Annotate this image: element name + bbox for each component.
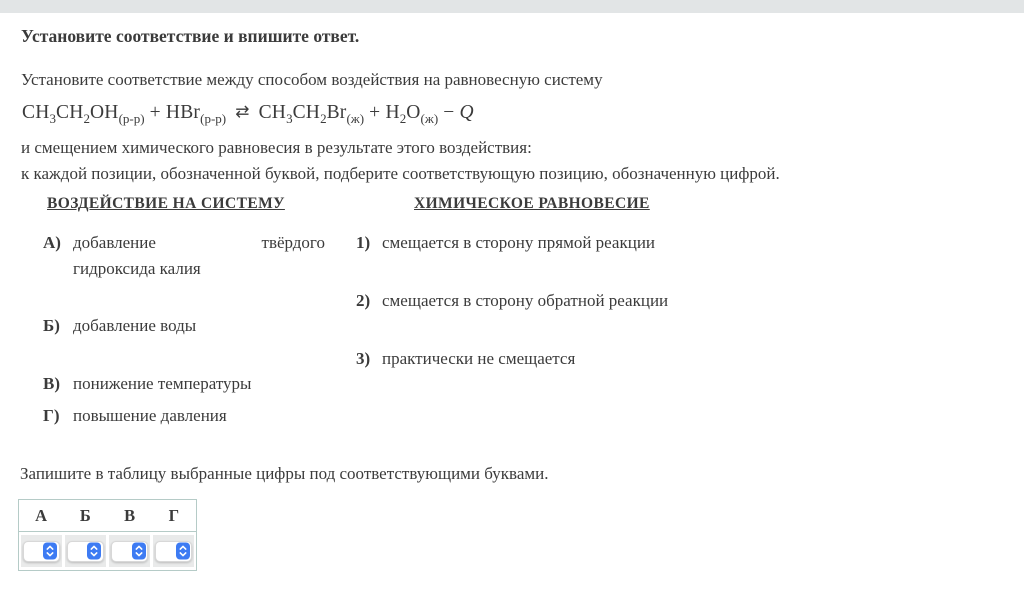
- equation: $CH_3CH_2OH_{(р-р)} + HBr_{(р-р)}$ ⇄ $CH_3CH_2Br_{(ж)} + H_2O_{(ж)} - Q$: [22, 102, 474, 126]
- select-stepper-icon: [43, 543, 57, 560]
- left-column-header: ВОЗДЕЙСТВИЕ НА СИСТЕМУ: [47, 195, 285, 212]
- option-3-text: практически не смещается: [382, 349, 576, 368]
- option-1-text: смещается в сторону прямой реакции: [382, 233, 656, 252]
- option-3-marker: 3): [356, 349, 371, 368]
- answer-select-v[interactable]: [111, 541, 148, 562]
- after-equation-line2: к каждой позиции, обозначенной буквой, подберите соответствующую позицию, обозначенную цифрой.: [21, 164, 780, 183]
- answer-select-b[interactable]: [67, 541, 104, 562]
- select-stepper-icon: [87, 543, 101, 560]
- select-stepper-icon: [176, 543, 190, 560]
- item-g-marker: Г): [43, 406, 60, 425]
- answer-table-inputs-row: [19, 532, 196, 570]
- after-equation-line1: и смещением химического равновесия в результате этого воздействия:: [21, 138, 532, 157]
- item-b-text: добавление воды: [73, 316, 197, 335]
- answer-select-a[interactable]: [23, 541, 60, 562]
- item-a-line2: гидроксида калия: [73, 259, 201, 278]
- select-stepper-icon: [132, 543, 146, 560]
- answer-cell-g: [152, 532, 196, 570]
- option-1-marker: 1): [356, 233, 371, 252]
- option-2-text: смещается в сторону обратной реакции: [382, 291, 669, 310]
- answer-cell-a-patch: [21, 535, 62, 567]
- item-b-marker: Б): [43, 316, 60, 335]
- item-a-text: [73, 230, 325, 282]
- answer-cell-b-patch: [65, 535, 106, 567]
- equilibrium-arrow-icon: ⇄: [235, 102, 250, 122]
- answer-col-v-label: В: [124, 505, 136, 525]
- answer-cell-v: [108, 532, 152, 570]
- option-2-marker: 2): [356, 291, 371, 310]
- footer-instruction: Запишите в таблицу выбранные цифры под соответствующими буквами.: [20, 464, 549, 483]
- item-v-marker: В): [43, 374, 60, 393]
- answer-cell-v-patch: [109, 535, 150, 567]
- item-v-text: понижение температуры: [73, 374, 252, 393]
- item-a-line1: добавление твёрдого: [73, 233, 325, 252]
- item-a-marker: А): [43, 233, 61, 252]
- answer-table: [18, 499, 197, 571]
- top-bar: [0, 0, 1024, 13]
- answer-cell-b: [63, 532, 107, 570]
- answer-col-g-label: Г: [168, 505, 180, 525]
- right-column-header: ХИМИЧЕСКОЕ РАВНОВЕСИЕ: [414, 195, 650, 212]
- answer-table-header: [19, 500, 196, 532]
- page-title: Установите соответствие и впишите ответ.: [21, 26, 360, 46]
- answer-cell-g-patch: [153, 535, 194, 567]
- answer-col-a-label: А: [35, 505, 48, 525]
- answer-cell-a: [19, 532, 63, 570]
- item-g-text: повышение давления: [73, 406, 227, 425]
- answer-select-g[interactable]: [155, 541, 192, 562]
- intro-text: Установите соответствие между способом воздействия на равновесную систему: [21, 70, 603, 89]
- answer-col-b-label: Б: [79, 505, 91, 525]
